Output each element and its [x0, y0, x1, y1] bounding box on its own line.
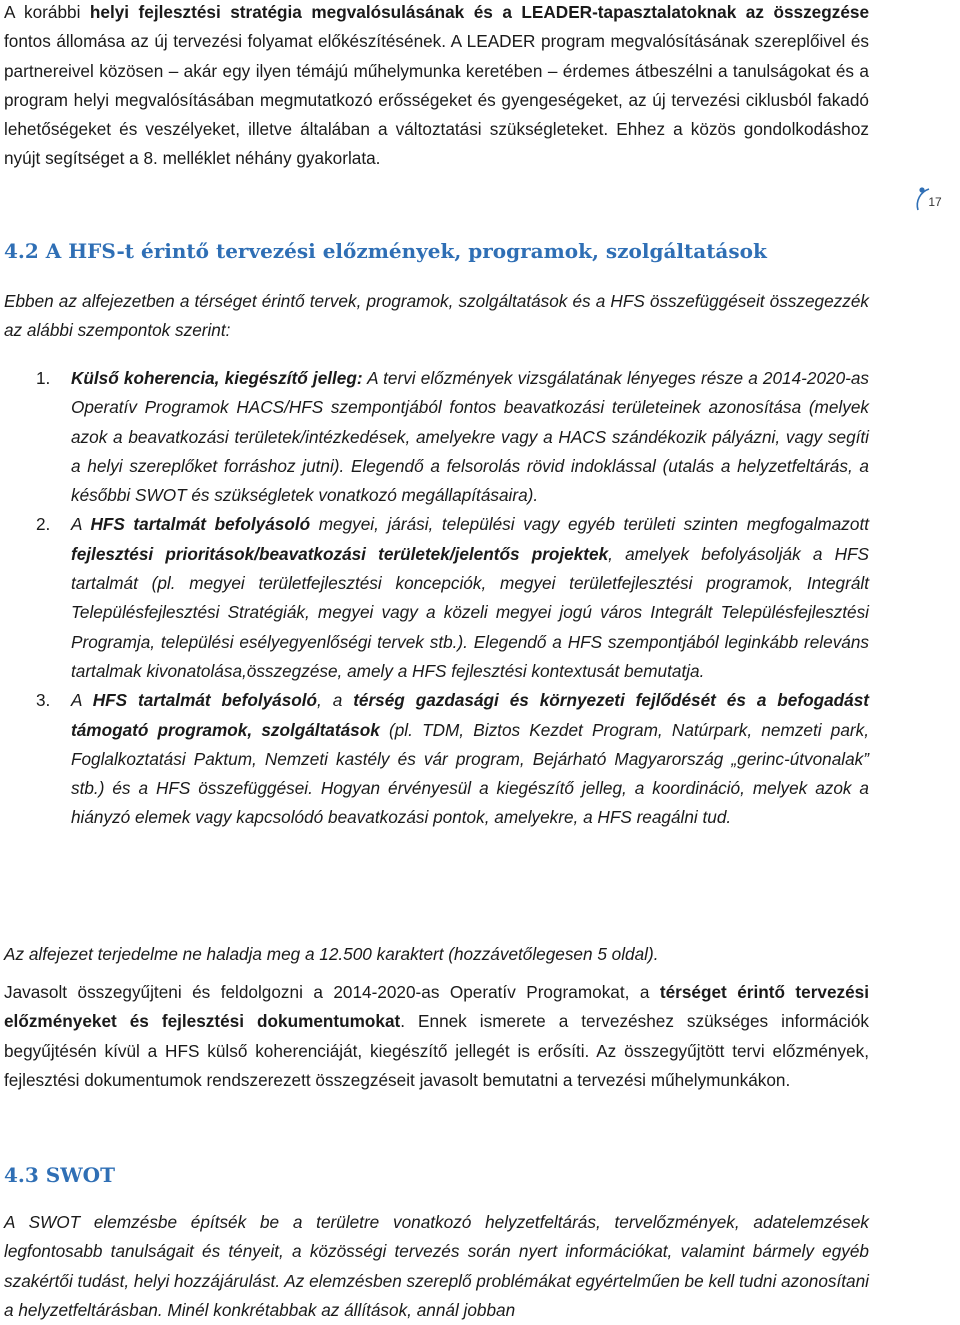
list-item-text: A tervi előzmények vizsgálatának lényeges része a 2014-2020-as Operatív Programok HACS/HFS szempontjából fontos beavatkozási területeinek azonosítása (melyek azok a beavatkozási területek/intézkedések, amelyekre vagy a HACS szándékozik pályázni, vagy segíti a helyi szereplőket forráshoz jutni). Elegendő a felsorolás rövid indoklással (utalás a helyzetfeltárás, a későbbi SWOT és szükségletek vonatkozó megállapításaira).: [71, 368, 870, 506]
intro-paragraph: [4, 0, 869, 174]
rec-text-1: Javasolt összegyűjteni és feldolgozni a 2014-2020-as Operatív Programokat, a: [4, 982, 660, 1002]
list-item-bold: térség gazdasági és környezeti fejlődését és a befogadást támogató programok, szolgáltatások: [71, 690, 869, 740]
page-number-badge: [915, 186, 955, 216]
length-note: Az alfejezet terjedelme ne haladja meg a 12.500 karaktert (hozzávetőlegesen 5 oldal).: [4, 944, 659, 964]
swot-paragraph: A SWOT elemzésbe építsék be a területre vonatkozó helyzetfeltárás, tervelőzmények, adatelemzések legfontosabb tanulságait és tényeit, a közösségi tervezés során nyert információkat, valamint bármely egyéb szakértői tudást, helyi hozzájárulást. Az elemzésben szereplő problémákat egyértelműen be kell tudni azonosítani a helyzetfeltárásban. Minél konkrétabbak az állítások, annál jobban: [4, 1212, 869, 1320]
criteria-list: [4, 364, 869, 833]
intro-bold: helyi fejlesztési stratégia megvalósulásának és a LEADER-tapasztalatoknak az összegzése: [89, 2, 869, 22]
list-item-bold: HFS tartalmát befolyásoló: [92, 690, 318, 711]
list-item-text: A: [71, 514, 91, 535]
list-item: [4, 364, 869, 510]
intro-text-1: A korábbi: [4, 2, 90, 22]
list-item-bold: Külső koherencia, kiegészítő jelleg:: [71, 368, 363, 388]
list-item-text: , a: [317, 690, 354, 711]
section-heading-4-3: 4.3 SWOT: [4, 1163, 115, 1187]
list-item-bold: fejlesztési prioritások/beavatkozási területek/jelentős projektek: [71, 543, 609, 564]
list-item-text: A: [71, 690, 93, 711]
list-item-number: 1.: [36, 368, 51, 388]
page-number: 17: [928, 195, 942, 209]
rec-text-2: . Ennek ismerete a tervezéshez szükséges információk begyűjtésén kívül a HFS külső koherenciáját, kiegészítő jellegét is erősíti. Az összegyűjtött tervi előzmények, fejlesztési dokumentumok rendszerezett összegzéseit javasolt bemutatni a tervezési műhelymunkákon.: [4, 1011, 870, 1090]
recommendation-paragraph: [4, 978, 869, 1095]
section-heading-4-2: 4.2 A HFS-t érintő tervezési előzmények, programok, szolgáltatások: [4, 239, 767, 263]
list-item: [4, 510, 869, 686]
list-item-text: megyei, járási, települési vagy egyéb területi szinten megfogalmazott: [310, 514, 869, 535]
list-item-number: 2.: [36, 514, 51, 535]
list-item-bold: HFS tartalmát befolyásoló: [90, 514, 311, 535]
intro-text-2: fontos állomása az új tervezési folyamat előkészítésének. A LEADER program megvalósításának szereplőivel és partnereivel közösen – akár egy ilyen témájú műhelymunka keretében – érdemes átbeszélni a tanulságokat és a program helyi megvalósításában megmutatkozó erősségeket és gyengeségeket, az új tervezési ciklusból fakadó lehetőségeket és veszélyeket, illetve általában a változtatási szükségleteket. Ehhez a közös gondolkodáshoz nyújt segítséget a 8. melléklet néhány gyakorlata.: [4, 31, 869, 169]
list-item-number: 3.: [36, 690, 51, 711]
rec-bold: térséget érintő tervezési előzményeket és fejlesztési dokumentumokat: [4, 982, 869, 1032]
list-item-text: (pl. TDM, Biztos Kezdet Program, Natúrpark, nemzeti park, Foglalkoztatási Paktum, Nemzeti kastély és vár program, Bejárható Magyarország „gerinc-útvonalak” stb.) és a HFS összefüggései. Hogyan érvényesül a kiegészítő jelleg, a koordináció, melyek azok a hiányzó elemek vagy kapcsolódó beavatkozási pontok, amelyekre, a HFS reagálni tud.: [71, 719, 869, 828]
section-4-2-intro: Ebben az alfejezetben a térséget érintő tervek, programok, szolgáltatások és a HFS összefüggéseit összegezzék az alábbi szempontok szerint:: [4, 291, 869, 341]
list-item-text: , amelyek befolyásolják a HFS tartalmát (pl. megyei területfejlesztési koncepciók, megyei területfejlesztési programok, Integrált Településfejlesztési Stratégiák, megyei vagy a közeli megyei jogú város Integrált Településfejlesztési Programja, települési esélyegyenlőségi tervek stb.). Elegendő a HFS szempontjából leginkább releváns tartalmak kivonatolása,összegzése, amely a HFS fejlesztési kontextusát bemutatja.: [71, 543, 869, 681]
list-item: [4, 686, 869, 832]
